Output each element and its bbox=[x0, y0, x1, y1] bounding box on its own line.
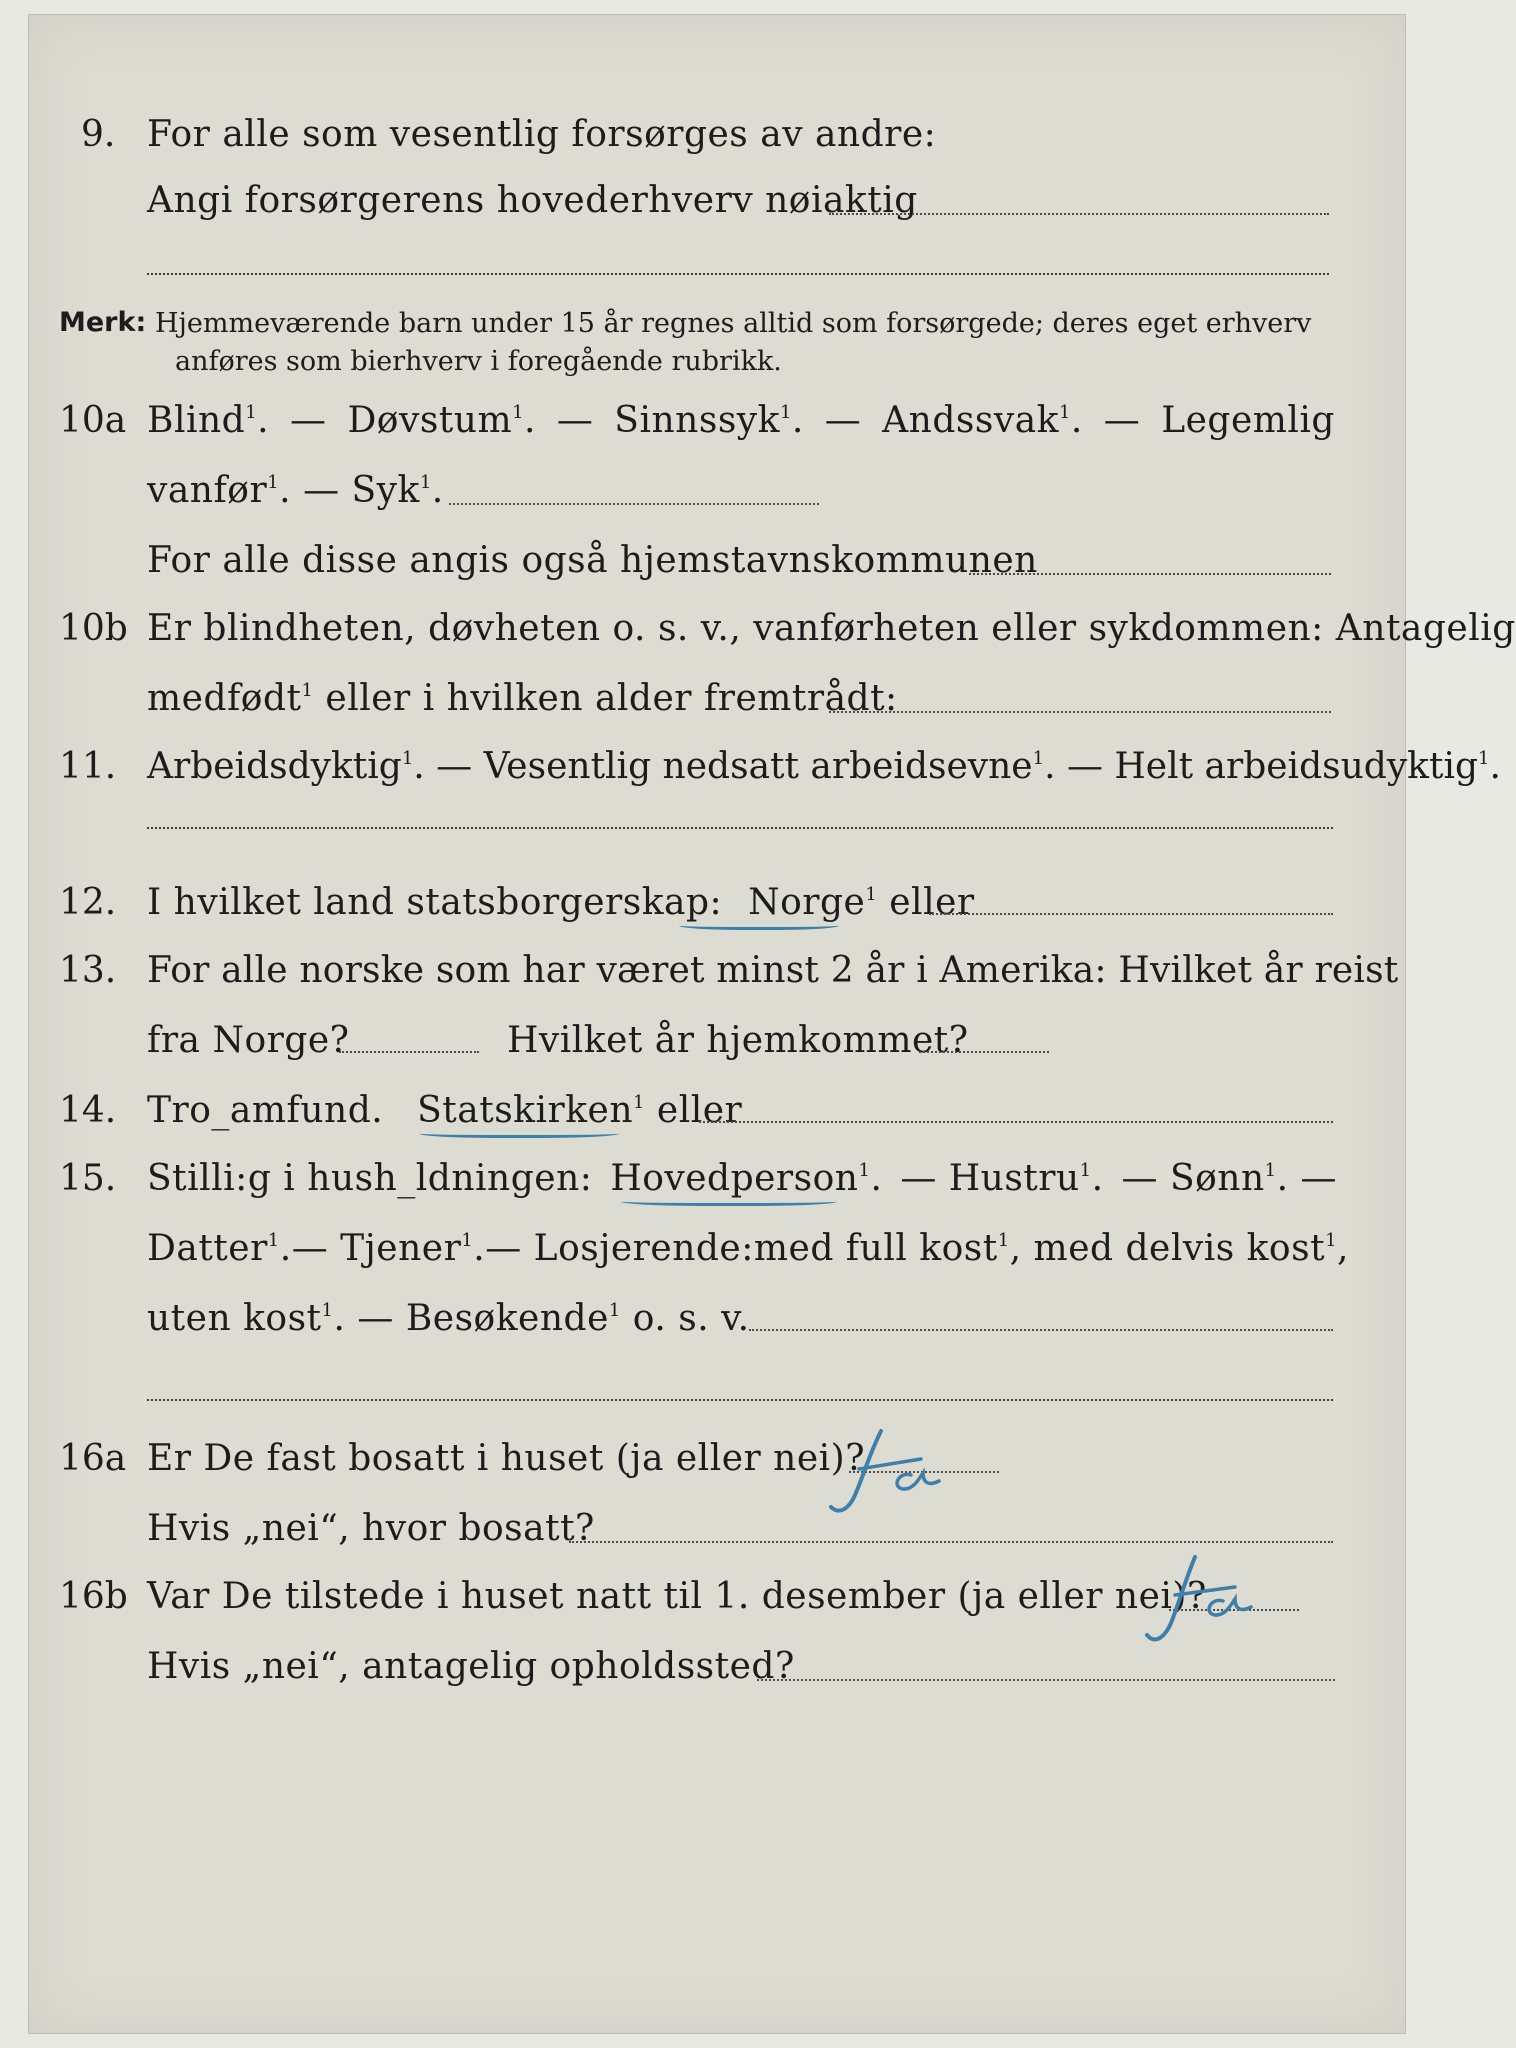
q12-prefix: I hvilket land statsborgerskap: bbox=[147, 882, 723, 923]
q14-number: 14. bbox=[59, 1090, 117, 1131]
q10a-andssvak[interactable]: Andssvak$^1$. bbox=[882, 400, 1083, 441]
merk-line1: Hjemmeværende barn under 15 år regnes alltid som forsørgede; deres eget erhverv bbox=[155, 308, 1312, 339]
q10a-dovstum[interactable]: Døvstum$^1$. bbox=[347, 400, 536, 441]
merk-label: Merk: bbox=[59, 307, 147, 338]
q15-sonn[interactable]: — Sønn$^1$. — bbox=[1121, 1158, 1337, 1199]
q15-hustru[interactable]: — Hustru$^1$. bbox=[900, 1158, 1104, 1199]
q9-line1: For alle som vesentlig forsørges av andre: bbox=[147, 114, 937, 155]
q10a-line2 bbox=[147, 469, 444, 513]
q14-suffix: eller bbox=[656, 1090, 743, 1131]
q15-line2 bbox=[147, 1227, 1349, 1271]
q10a-vanfor[interactable]: vanfør$^1$. bbox=[147, 470, 292, 511]
q15-uten-kost[interactable]: uten kost$^1$. bbox=[147, 1298, 346, 1339]
q16a-line1: Er De fast bosatt i huset (ja eller nei)? bbox=[147, 1438, 866, 1479]
q15-extra-line[interactable] bbox=[147, 1399, 1333, 1401]
q15-hovedperson-underline bbox=[621, 1195, 837, 1206]
q15-number: 15. bbox=[59, 1158, 117, 1199]
q13-fra-norge: fra Norge? bbox=[147, 1020, 350, 1061]
q11-vesentlig[interactable]: — Vesentlig nedsatt arbeidsevne$^1$. bbox=[436, 746, 1056, 787]
q15-prefix: Stilli:g i hush_ldningen: bbox=[147, 1158, 593, 1199]
dash: — bbox=[1103, 400, 1141, 441]
q16a-bosatt-line[interactable] bbox=[569, 1541, 1333, 1543]
q16b-line2: Hvis „nei“, antagelig opholdssted? bbox=[147, 1646, 795, 1687]
q10a-number: 10a bbox=[59, 400, 127, 441]
q13-number: 13. bbox=[59, 950, 117, 991]
q16b-opholdssted-line[interactable] bbox=[757, 1679, 1335, 1681]
q15-answer-line[interactable] bbox=[749, 1329, 1333, 1331]
q11-answer-line[interactable] bbox=[147, 827, 1333, 829]
q9-number: 9. bbox=[81, 114, 116, 155]
q12-number: 12. bbox=[59, 882, 117, 923]
q16a-handwritten-ja bbox=[799, 1415, 969, 1525]
q16a-line2: Hvis „nei“, hvor bosatt? bbox=[147, 1508, 595, 1549]
q11-line bbox=[147, 745, 1501, 789]
q16b-number: 16b bbox=[59, 1576, 128, 1617]
q15-osv: o. s. v. bbox=[632, 1298, 750, 1339]
q11-helt[interactable]: — Helt arbeidsudyktig$^1$. bbox=[1066, 746, 1501, 787]
q15-full-kost[interactable]: med full kost$^1$ bbox=[753, 1228, 1010, 1269]
q14-answer-line[interactable] bbox=[699, 1121, 1333, 1123]
q16a-number: 16a bbox=[59, 1438, 127, 1479]
q10a-syk[interactable]: Syk$^1$. bbox=[351, 470, 444, 511]
q15-losjerende: — Losjerende: bbox=[485, 1228, 754, 1269]
q11-arbeidsdyktig[interactable]: Arbeidsdyktig$^1$. bbox=[147, 746, 425, 787]
q12-suffix: eller bbox=[889, 882, 975, 923]
q14-prefix: Tro_amfund. bbox=[147, 1090, 384, 1131]
q9-answer-line[interactable] bbox=[829, 213, 1329, 215]
dash: — bbox=[556, 400, 594, 441]
q10a-hjemstavn-line[interactable] bbox=[969, 573, 1331, 575]
q13-hjemkommet: Hvilket år hjemkommet? bbox=[507, 1020, 969, 1061]
q10b-answer-line[interactable] bbox=[829, 711, 1331, 713]
q12-norge-underline bbox=[679, 919, 839, 930]
q11-number: 11. bbox=[59, 746, 117, 787]
q15-delvis-kost[interactable]: , med delvis kost$^1$, bbox=[1009, 1228, 1349, 1269]
q14-statskirken[interactable]: Statskirken$^1$ bbox=[417, 1090, 645, 1131]
q10a-sinnssyk[interactable]: Sinnssyk$^1$. bbox=[614, 400, 804, 441]
q15-tjener[interactable]: — Tjener$^1$. bbox=[291, 1228, 486, 1269]
q15-besokende[interactable]: — Besøkende$^1$ bbox=[357, 1298, 621, 1339]
dash: — bbox=[303, 470, 352, 511]
q10a-line3: For alle disse angis også hjemstavnskommunen bbox=[147, 540, 1038, 581]
q16b-line1: Var De tilstede i huset natt til 1. desember (ja eller nei)? bbox=[147, 1576, 1207, 1617]
q10b-line2 bbox=[147, 677, 898, 721]
q9-line2: Angi forsørgerens hovederhverv nøiaktig bbox=[147, 180, 918, 221]
q10a-syk-answer-line[interactable] bbox=[449, 503, 819, 505]
q10b-alder: eller i hvilken alder fremtrådt: bbox=[325, 678, 898, 719]
q10a-blind[interactable]: Blind$^1$. bbox=[147, 400, 270, 441]
q13-hjemkommet-line[interactable] bbox=[919, 1051, 1049, 1053]
q13-reist-line[interactable] bbox=[339, 1051, 479, 1053]
dash: — bbox=[824, 400, 862, 441]
q10a-legemlig[interactable]: Legemlig bbox=[1161, 400, 1335, 441]
q13-line1: For alle norske som har været minst 2 år i Amerika: Hvilket år reist bbox=[147, 950, 1399, 991]
q10b-line1: Er blindheten, døvheten o. s. v., vanførheten eller sykdommen: Antagelig bbox=[147, 608, 1516, 649]
q10a-line1 bbox=[147, 399, 1335, 443]
dash: — bbox=[290, 400, 327, 441]
q10b-medfodt[interactable]: medfødt$^1$ bbox=[147, 678, 314, 719]
census-form-page bbox=[28, 14, 1516, 2034]
q9-extra-line[interactable] bbox=[147, 273, 1329, 275]
q15-hovedperson[interactable]: Hovedperson$^1$. bbox=[610, 1158, 883, 1199]
q12-line bbox=[147, 881, 975, 925]
q10b-number: 10b bbox=[59, 608, 128, 649]
q15-datter[interactable]: Datter$^1$. bbox=[147, 1228, 292, 1269]
merk-line2: anføres som bierhverv i foregående rubrikk. bbox=[175, 346, 782, 377]
q15-line3 bbox=[147, 1297, 750, 1341]
q12-norge[interactable]: Norge$^1$ bbox=[748, 882, 878, 923]
q16b-handwritten-ja bbox=[1109, 1545, 1279, 1655]
q12-answer-line[interactable] bbox=[929, 913, 1333, 915]
q14-statskirken-underline bbox=[419, 1127, 619, 1138]
